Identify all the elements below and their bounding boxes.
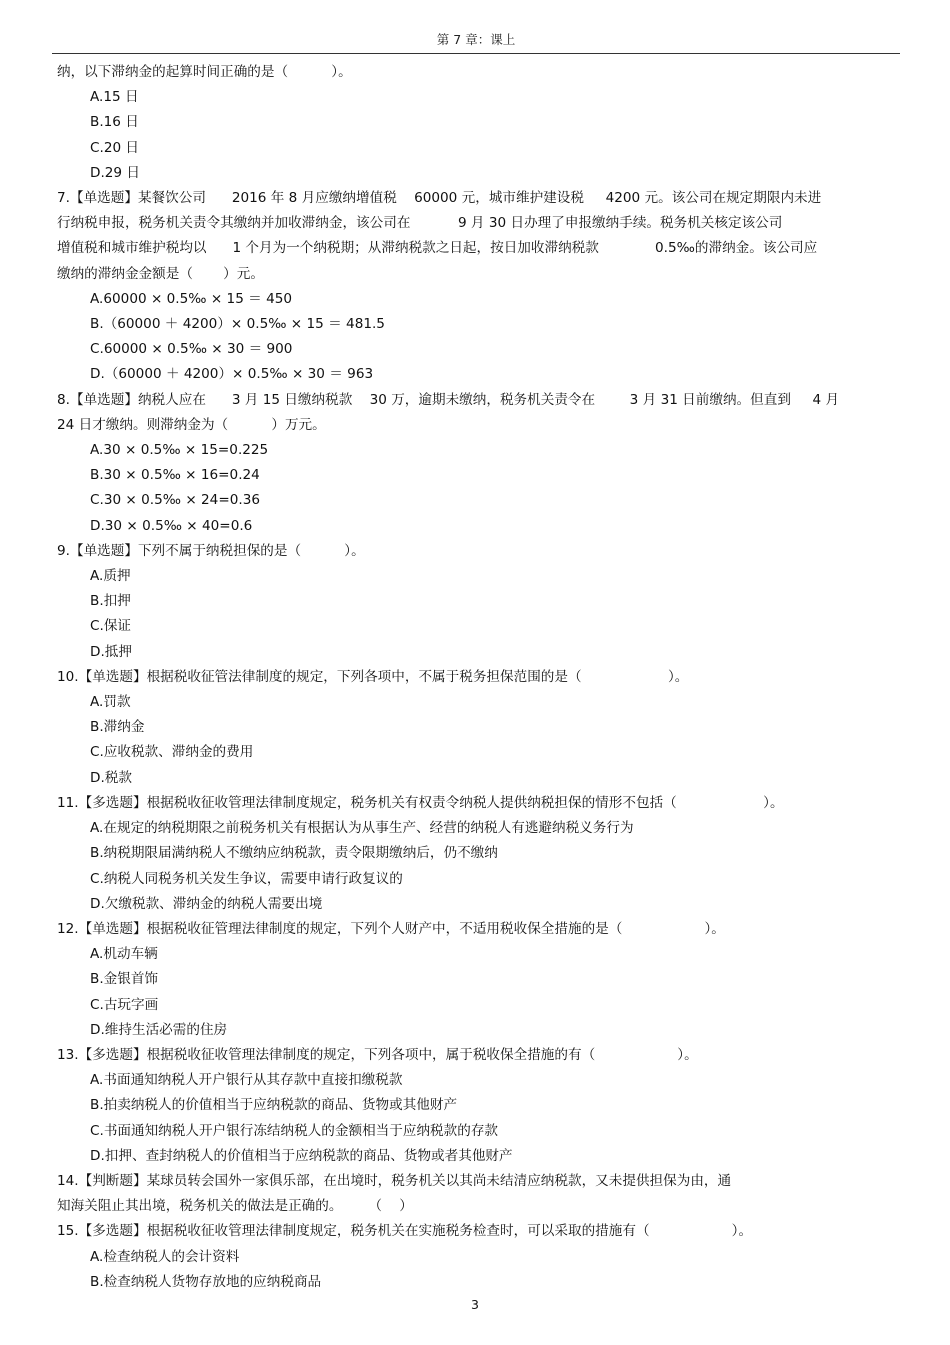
option: D.税款 — [90, 769, 132, 786]
option: C.60000 × 0.5‰ × 30 ＝ 900 — [90, 341, 293, 358]
option: D.29 日 — [90, 164, 141, 181]
option: C.古玩字画 — [90, 996, 159, 1013]
option: A.质押 — [90, 568, 131, 585]
header-divider — [52, 53, 900, 54]
option: A.检查纳税人的会计资料 — [90, 1248, 240, 1265]
option: C.20 日 — [90, 139, 140, 156]
question-text: 11.【多选题】根据税收征收管理法律制度规定，税务机关有权责令纳税人提供纳税担保的情形不包括（ ）。 — [57, 794, 784, 811]
option: B.30 × 0.5‰ × 16=0.24 — [90, 467, 260, 484]
option: A.30 × 0.5‰ × 15=0.225 — [90, 442, 269, 459]
page-number: 3 — [471, 1297, 479, 1312]
option: A.机动车辆 — [90, 946, 158, 963]
option: A.15 日 — [90, 89, 139, 106]
question-13 — [57, 1043, 897, 1169]
question-text: 纳，以下滞纳金的起算时间正确的是（ ）。 — [57, 64, 352, 80]
option: C.应收税款、滞纳金的费用 — [90, 744, 254, 761]
question-8 — [57, 388, 897, 539]
question-list — [57, 186, 897, 1295]
page-content — [57, 60, 897, 1295]
question-text: 24 日才缴纳。则滞纳金为（ ）万元。 — [57, 416, 326, 433]
option: B.纳税期限届满纳税人不缴纳应纳税款，责令限期缴纳后，仍不缴纳 — [90, 845, 498, 862]
intro-continuation — [57, 60, 897, 186]
page-footer — [0, 1297, 950, 1312]
question-text: 13.【多选题】根据税收征收管理法律制度的规定，下列各项中，属于税收保全措施的有（ ）。 — [57, 1046, 698, 1063]
option: D.（60000 ＋ 4200）× 0.5‰ × 30 ＝ 963 — [90, 366, 374, 383]
question-7 — [57, 186, 897, 388]
question-12 — [57, 917, 897, 1043]
question-text: 7.【单选题】某餐饮公司 2016 年 8 月应缴纳增值税 60000 元，城市维护建设税 4200 元。该公司在规定期限内未进 — [57, 190, 822, 207]
question-text: 10.【单选题】根据税收征管法律制度的规定，下列各项中，不属于税务担保范围的是（ ）。 — [57, 668, 689, 685]
page-header — [52, 30, 900, 48]
question-text: 9.【单选题】下列不属于纳税担保的是（ ）。 — [57, 542, 365, 559]
option: D.抵押 — [90, 643, 132, 660]
question-text: 缴纳的滞纳金金额是（ ）元。 — [57, 265, 264, 282]
option: C.纳税人同税务机关发生争议，需要申请行政复议的 — [90, 870, 403, 887]
question-15 — [57, 1219, 897, 1295]
option: A.书面通知纳税人开户银行从其存款中直接扣缴税款 — [90, 1072, 403, 1089]
question-text: 12.【单选题】根据税收征管理法律制度的规定，下列个人财产中，不适用税收保全措施的是（ ）。 — [57, 920, 725, 937]
option: B.（60000 ＋ 4200）× 0.5‰ × 15 ＝ 481.5 — [90, 316, 385, 333]
option: D.扣押、查封纳税人的价值相当于应纳税款的商品、货物或者其他财产 — [90, 1147, 513, 1164]
header-title: 第 7 章：课上 — [436, 32, 516, 47]
question-9 — [57, 539, 897, 665]
option: C.30 × 0.5‰ × 24=0.36 — [90, 492, 260, 509]
option: B.检查纳税人货物存放地的应纳税商品 — [90, 1273, 322, 1290]
question-text: 增值税和城市维护税均以 1 个月为一个纳税期；从滞纳税款之日起，按日加收滞纳税款 0.5‰的滞纳金。该公司应 — [57, 240, 818, 257]
option: D.30 × 0.5‰ × 40=0.6 — [90, 517, 253, 534]
option: D.欠缴税款、滞纳金的纳税人需要出境 — [90, 895, 323, 912]
option: B.滞纳金 — [90, 719, 145, 736]
option: A.在规定的纳税期限之前税务机关有根据认为从事生产、经营的纳税人有逃避纳税义务行为 — [90, 820, 634, 837]
option: A.60000 × 0.5‰ × 15 ＝ 450 — [90, 290, 293, 307]
question-text: 8.【单选题】纳税人应在 3 月 15 日缴纳税款 30 万，逾期未缴纳，税务机关责令在 3 月 31 日前缴纳。但直到 4 月 — [57, 391, 840, 408]
question-text: 知海关阻止其出境，税务机关的做法是正确的。 （ ） — [57, 1198, 413, 1215]
question-text: 行纳税申报，税务机关责令其缴纳并加收滞纳金，该公司在 9 月 30 日办理了申报缴纳手续。税务机关核定该公司 — [57, 215, 783, 232]
option: B.扣押 — [90, 593, 131, 610]
option: D.维持生活必需的住房 — [90, 1021, 228, 1038]
option: C.书面通知纳税人开户银行冻结纳税人的金额相当于应纳税款的存款 — [90, 1122, 499, 1139]
question-10 — [57, 665, 897, 791]
question-text: 15.【多选题】根据税收征收管理法律制度规定，税务机关在实施税务检查时，可以采取的措施有（ ）。 — [57, 1223, 753, 1240]
question-11 — [57, 791, 897, 917]
option: B.金银首饰 — [90, 971, 159, 988]
option: B.拍卖纳税人的价值相当于应纳税款的商品、货物或其他财产 — [90, 1097, 458, 1114]
question-14 — [57, 1169, 897, 1219]
option: A.罚款 — [90, 694, 131, 711]
question-text: 14.【判断题】某球员转会国外一家俱乐部，在出境时，税务机关以其尚未结清应纳税款，又未提供担保为由，通 — [57, 1172, 732, 1189]
option: B.16 日 — [90, 114, 139, 131]
option: C.保证 — [90, 618, 132, 635]
